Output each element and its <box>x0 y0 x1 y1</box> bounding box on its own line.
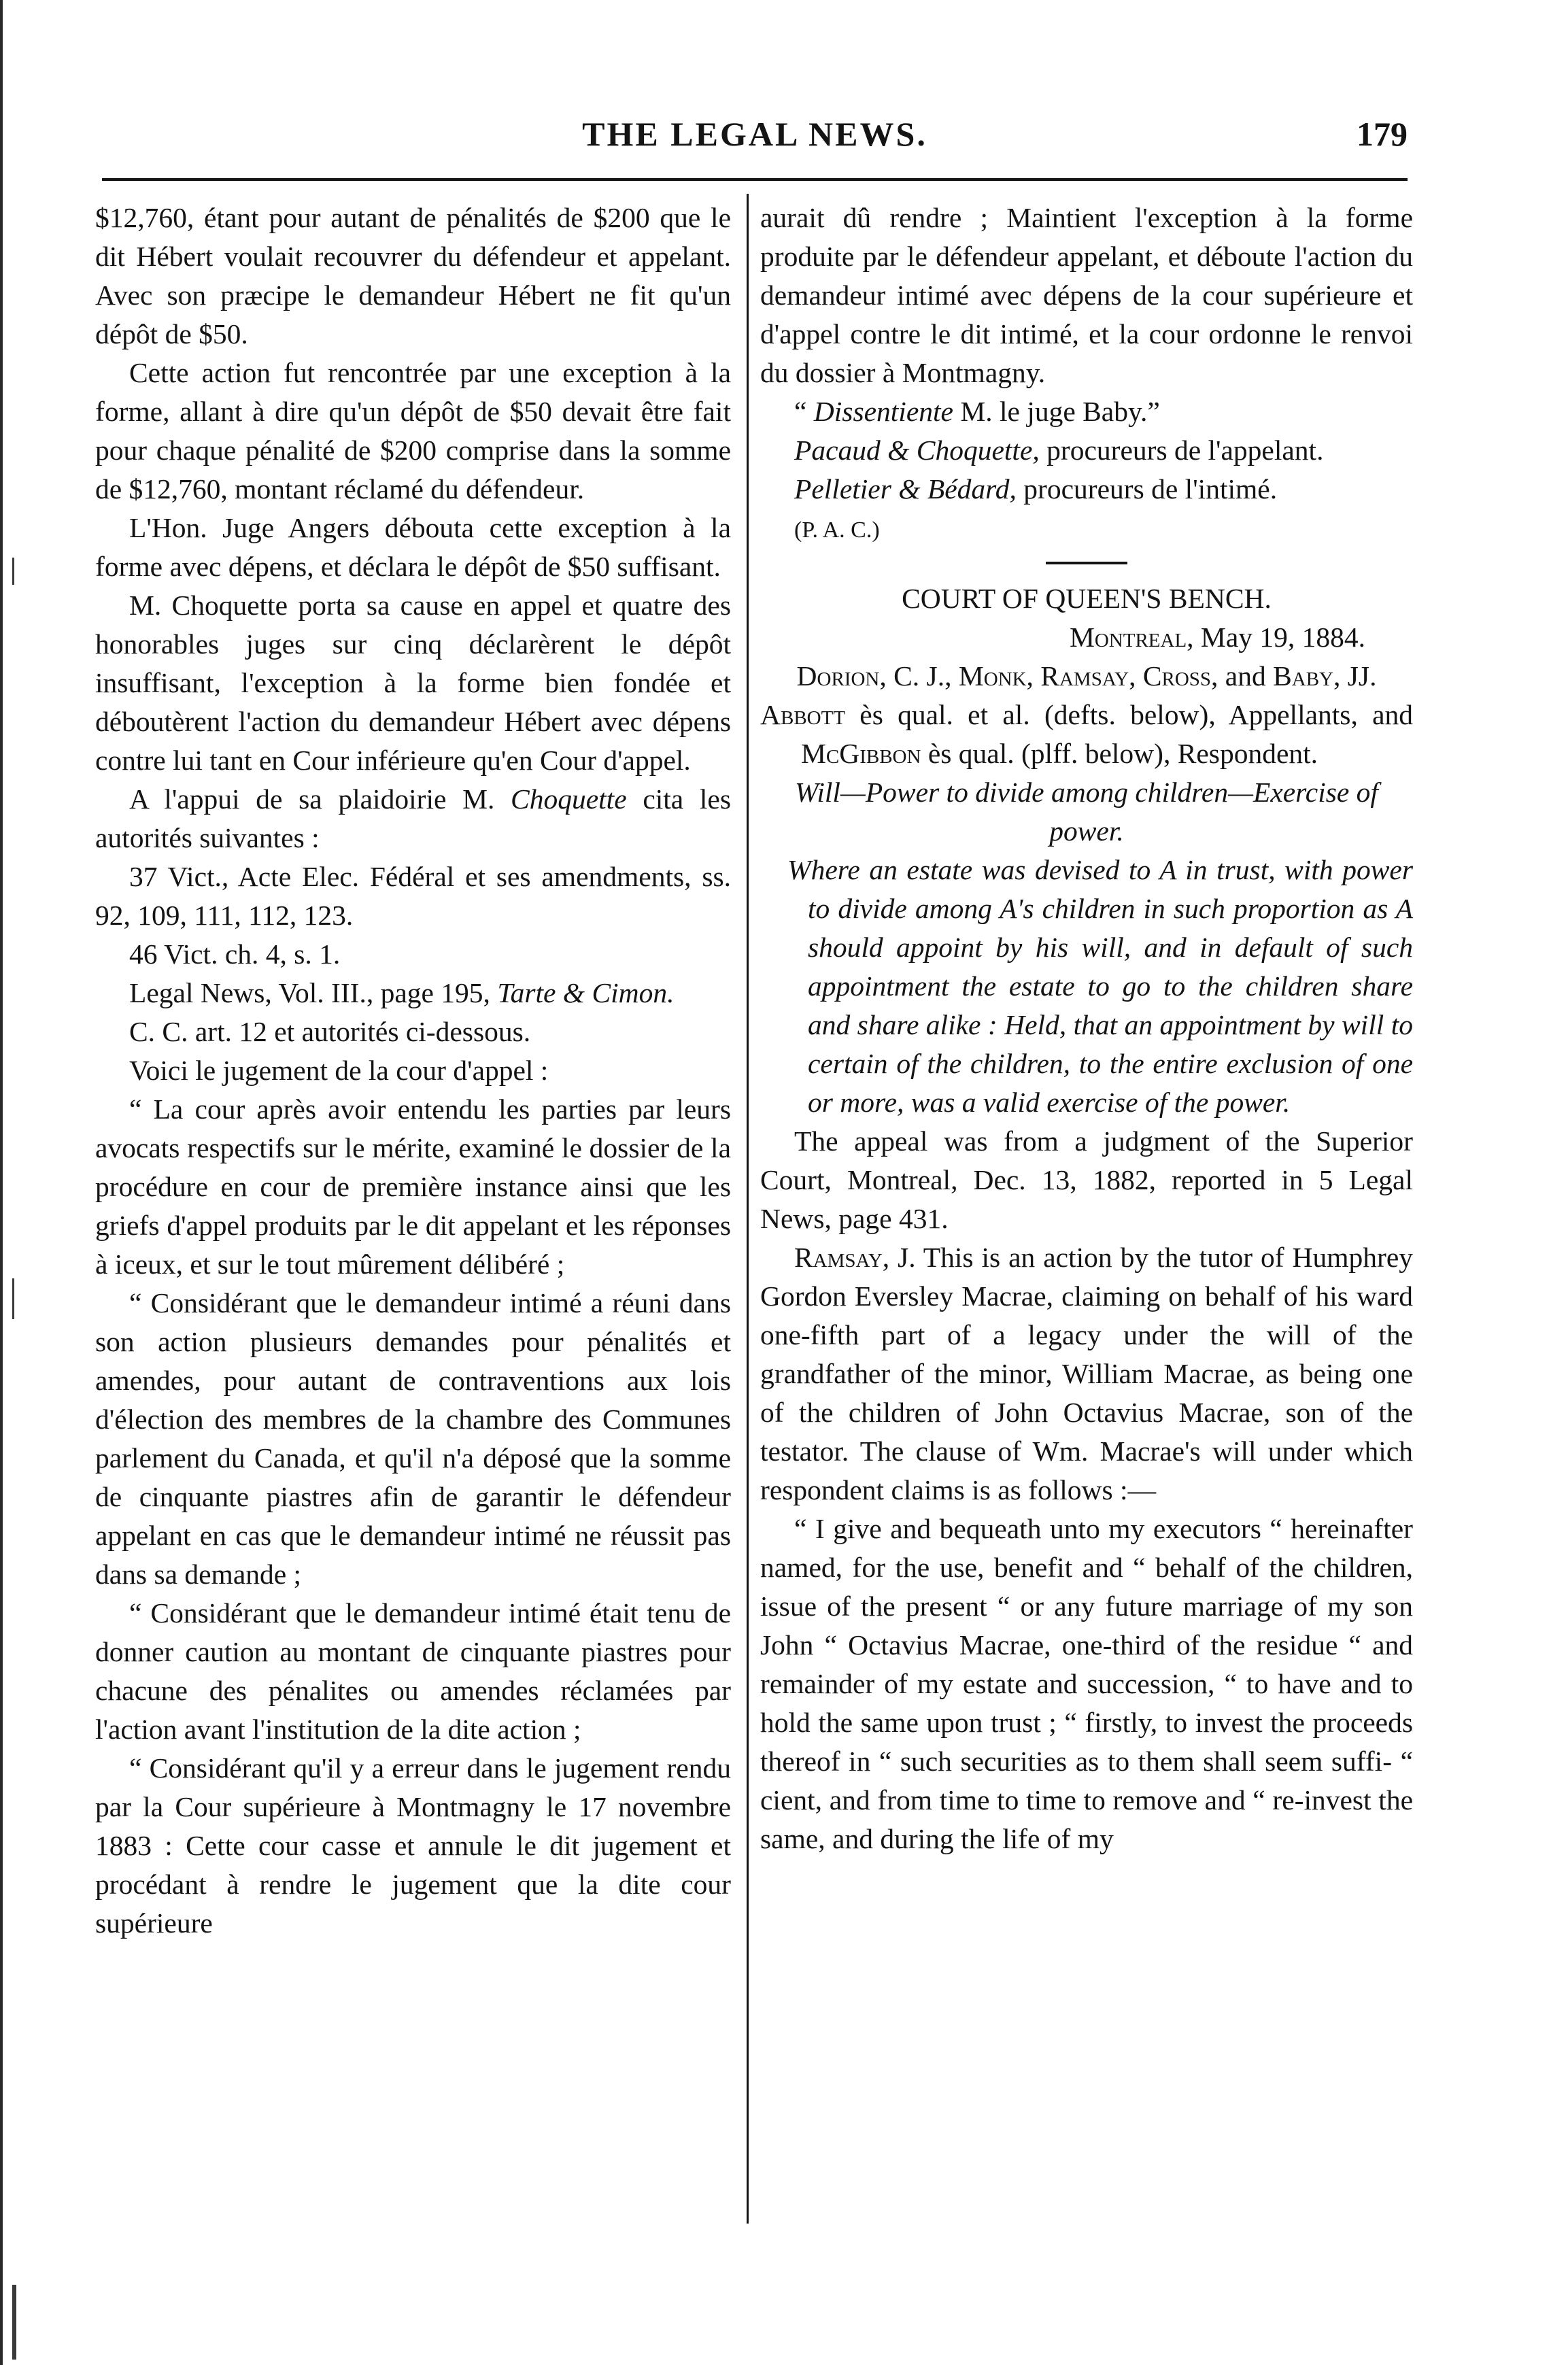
judge-names: Monk, Ramsay, Cross, <box>958 660 1218 692</box>
judge-name: Ramsay, J. <box>794 1242 916 1273</box>
paragraph: L'Hon. Juge Angers débouta cette exception à la forme avec dépens, et déclara le dépôt de $50 suffisant. <box>95 512 731 582</box>
right-column <box>760 199 1413 1858</box>
paragraph: “ Considérant qu'il y a erreur dans le jugement rendu par la Cour supérieure à Montmagny le 17 novembre 1883 : Cette cour casse et annule le dit jugement et procédant à rendre le jugement que la dite cour supérieure <box>95 1752 731 1939</box>
party-name: Abbott <box>760 699 846 730</box>
paragraph: Voici le jugement de la cour d'appel : <box>129 1055 549 1086</box>
text-run: M. le juge Baby.” <box>953 396 1160 427</box>
counsel-name: Pacaud & Choquette, <box>794 435 1040 466</box>
paragraph: $12,760, étant pour autant de pénalités de $200 que le dit Hébert voulait recouvrer du défendeur et appelant. Avec son præcipe le demandeur Hébert ne fit qu'un dépôt de $50. <box>95 202 731 350</box>
text-run: procureurs de l'intimé. <box>1016 473 1278 505</box>
page-spine-edge <box>0 0 18 2365</box>
spine-mark <box>12 2285 16 2360</box>
paragraph: M. Choquette porta sa cause en appel et quatre des honorables juges sur cinq déclarèrent le dépôt insuffisant, l'exception à la forme bien fondée et déboutèrent l'action du demandeur Hébert avec dépens contre lui tant en Cour inférieure qu'en Cour d'appel. <box>95 590 731 776</box>
judge-name: Dorion, <box>796 660 887 692</box>
paragraph: aurait dû rendre ; Maintient l'exception à la forme produite par le défendeur appelant, et déboute l'action du demandeur intimé avec dépens de la cour supérieure et d'appel contre le dit intimé, et la cour ordonne le renvoi du dossier à Montmagny. <box>760 202 1413 388</box>
left-column <box>95 199 731 1943</box>
text-run: JJ. <box>1340 660 1377 692</box>
counsel-line <box>760 431 1413 470</box>
text-run: cita les autorités suivantes : <box>95 783 732 853</box>
dissent-note <box>760 392 1413 431</box>
authority-citation <box>95 974 731 1013</box>
text-run: C. J., <box>886 660 959 692</box>
paragraph: “ La cour après avoir entendu les parties par leurs avocats respectifs sur le mérite, examiné le dossier de la procédure en cour de première instance ainsi que les griefs d'appel produits par le dit appelant et les réponses à iceux, et sur le tout mûrement délibéré ; <box>95 1093 731 1280</box>
paragraph: Cette action fut rencontrée par une exception à la forme, allant à dire qu'un dépôt de $50 devait être fait pour chaque pénalité de $200 comprise dans la somme de $12,760, montant réclamé du défendeur. <box>95 357 731 505</box>
text-run: ès qual. (plff. below), Respondent. <box>921 738 1318 769</box>
place: Montreal, <box>1069 622 1194 653</box>
judges-line <box>760 657 1413 696</box>
text-run: procureurs de l'appelant. <box>1039 435 1324 466</box>
parties-line <box>760 696 1413 773</box>
paragraph <box>760 1238 1413 1510</box>
text-run: Legal News, Vol. III., page 195, <box>129 977 498 1008</box>
date: May 19, 1884. <box>1193 622 1365 653</box>
party-name: McGibbon <box>801 738 921 769</box>
text-run: “ <box>794 396 814 427</box>
paragraph: “ Considérant que le demandeur intimé a réuni dans son action plusieurs demandes pour pénalités et amendes, pour autant de contraventions aux lois d'élection des membres de la chambre des Communes parlement du Canada, et qu'il n'a déposé que la somme de cinquante piastres afin de garantir le défendeur appelant en cas que le demandeur intimé ne réussit pas dans sa demande ; <box>95 1287 731 1590</box>
text-run-italic: Dissentiente <box>813 396 953 427</box>
case-name: Tarte & Cimon. <box>497 977 675 1008</box>
text-run: A l'appui de sa plaidoirie M. <box>129 783 511 815</box>
spine-mark <box>12 1278 14 1319</box>
paragraph: The appeal was from a judgment of the Superior Court, Montreal, Dec. 13, 1882, reported in 5 Legal News, page 431. <box>760 1125 1413 1234</box>
initials: (P. A. C.) <box>794 517 880 543</box>
counsel-line <box>760 470 1413 509</box>
counsel-name: Choquette <box>511 783 627 815</box>
paragraph: “ Considérant que le demandeur intimé était tenu de donner caution au montant de cinquante piastres pour chacune des pénalites ou amendes réclamées par l'action avant l'institution de la dite action ; <box>95 1597 731 1745</box>
court-title: COURT OF QUEEN'S BENCH. <box>902 583 1272 614</box>
text-run: ès qual. et al. (defts. below), Appellants, and <box>845 699 1413 730</box>
spine-mark <box>12 558 14 585</box>
authority-citation: C. C. art. 12 et autorités ci-dessous. <box>129 1016 531 1047</box>
headnote: Where an estate was devised to A in trust, with power to divide among A's children in such proportion as A should appoint by his will, and in default of such appointment the estate to go to the children share and share alike : Held, that an appointment by will to certain of the children, to the entire exclusion of one or more, was a valid exercise of the power. <box>787 854 1413 1118</box>
header-rule <box>102 178 1408 181</box>
paragraph <box>95 780 731 857</box>
column-rule <box>747 194 749 2224</box>
will-quotation: “ I give and bequeath unto my executors “ hereinafter named, for the use, benefit and “ behalf of the children, issue of the present “ or any future marriage of my son John “ Octavius Macrae, one-third of the residue “ and remainder of my estate and succession, “ to have and to hold the same upon trust ; “ firstly, to invest the proceeds thereof in “ such securities as to them shall seem suffi- “ cient, and from time to time to remove and “ re-invest the same, and during the life of my <box>760 1513 1413 1854</box>
catchwords: Will—Power to divide among children—Exercise of power. <box>795 777 1378 847</box>
authority-citation: 37 Vict., Acte Elec. Fédéral et ses amendments, ss. 92, 109, 111, 112, 123. <box>95 861 731 931</box>
text-run: and <box>1218 660 1274 692</box>
running-head: THE LEGAL NEWS. <box>582 115 927 153</box>
section-divider <box>1046 562 1127 564</box>
judge-name: Baby, <box>1273 660 1341 692</box>
counsel-name: Pelletier & Bédard, <box>794 473 1017 505</box>
authority-citation: 46 Vict. ch. 4, s. 1. <box>129 938 341 970</box>
reporter-initials <box>760 509 1413 549</box>
text-run: This is an action by the tutor of Humphrey Gordon Eversley Macrae, claiming on behalf of his ward one-fifth part of a legacy under the will of the grandfather of the minor, William Macrae, as being one of the children of John Octavius Macrae, son of the testator. The clause of Wm. Macrae's will under which respondent claims is as follows :— <box>760 1242 1413 1505</box>
date-line <box>760 618 1413 657</box>
page-header <box>102 102 1408 170</box>
page-number: 179 <box>1357 115 1408 153</box>
